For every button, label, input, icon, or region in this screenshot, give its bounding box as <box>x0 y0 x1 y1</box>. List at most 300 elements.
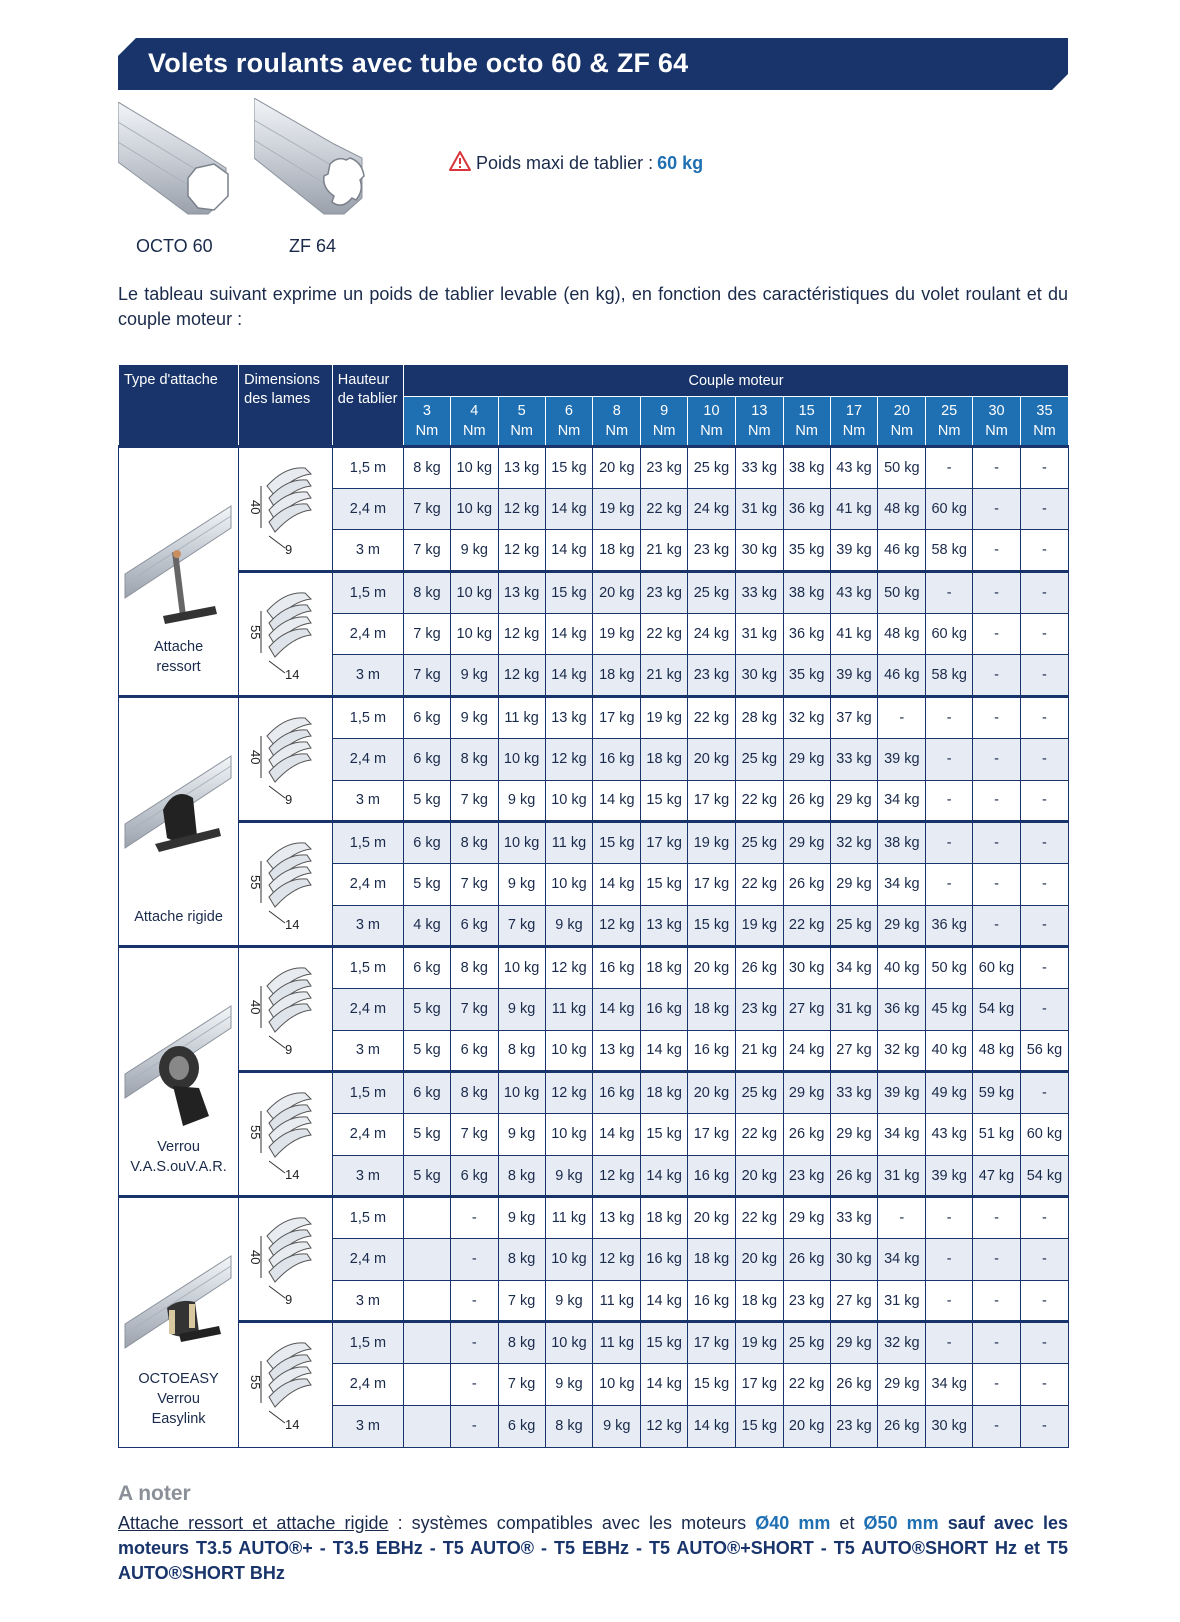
slat-icon <box>245 581 323 685</box>
weight-cell: 18 kg <box>688 988 736 1030</box>
torque-unit: Nm <box>700 423 723 439</box>
weight-cell: 31 kg <box>878 1155 926 1197</box>
height-cell: 2,4 m <box>332 988 403 1030</box>
torque-header <box>735 397 783 447</box>
weight-cell: 8 kg <box>404 572 451 614</box>
svg-text:55: 55 <box>248 625 264 640</box>
weight-cell: 17 kg <box>735 1364 783 1406</box>
torque-unit: Nm <box>463 423 486 439</box>
torque-value: 13 <box>751 403 768 419</box>
weight-cell: - <box>1020 905 1068 947</box>
torque-unit: Nm <box>557 423 581 439</box>
torque-value: 17 <box>845 403 863 419</box>
weight-cell: 16 kg <box>593 947 641 989</box>
weight-cell: - <box>973 697 1021 739</box>
torque-value: 3 <box>422 403 431 419</box>
weight-cell: 23 kg <box>641 447 688 489</box>
weight-cell <box>404 1364 451 1406</box>
weight-cell: 7 kg <box>498 905 545 947</box>
weight-cell: 10 kg <box>593 1364 641 1406</box>
torque-header <box>593 397 641 447</box>
torque-unit: Nm <box>1033 423 1056 439</box>
weight-cell: 8 kg <box>498 1322 545 1364</box>
weight-cell: - <box>1020 572 1068 614</box>
weight-cell: 14 kg <box>545 488 593 530</box>
weight-cell: 60 kg <box>1020 1114 1068 1156</box>
type-cell <box>119 697 239 947</box>
weight-cell: - <box>973 863 1021 905</box>
weight-cell: 30 kg <box>735 530 783 572</box>
weight-cell: 19 kg <box>641 697 688 739</box>
weight-cell: 24 kg <box>688 613 736 655</box>
weight-cell: 8 kg <box>450 822 498 864</box>
height-cell: 2,4 m <box>332 613 403 655</box>
type-label: OCTOEASY <box>138 1370 219 1387</box>
weight-cell: 10 kg <box>450 572 498 614</box>
weight-cell <box>404 1280 451 1322</box>
weight-cell: 13 kg <box>498 447 545 489</box>
weight-cell: - <box>1020 947 1068 989</box>
weight-cell: 23 kg <box>783 1280 830 1322</box>
weight-cell: 9 kg <box>450 530 498 572</box>
weight-cell: 9 kg <box>545 1155 593 1197</box>
weight-cell <box>404 1239 451 1281</box>
weight-cell: 23 kg <box>830 1405 878 1447</box>
weight-cell: 18 kg <box>593 655 641 697</box>
weight-cell: 19 kg <box>593 613 641 655</box>
weight-cell: 9 kg <box>498 1114 545 1156</box>
slat-dimension-cell <box>239 822 333 947</box>
weight-cell: 33 kg <box>830 1197 878 1239</box>
weight-cell: 8 kg <box>450 1072 498 1114</box>
weight-cell: 20 kg <box>783 1405 830 1447</box>
torque-unit: Nm <box>985 423 1008 439</box>
weight-cell: 14 kg <box>688 1405 736 1447</box>
weight-cell: 11 kg <box>545 822 593 864</box>
height-cell: 2,4 m <box>332 738 403 780</box>
weight-cell: 6 kg <box>404 822 451 864</box>
weight-cell: 25 kg <box>688 572 736 614</box>
weight-cell: 43 kg <box>926 1114 973 1156</box>
weight-cell: 37 kg <box>830 697 878 739</box>
weight-cell: 7 kg <box>404 530 451 572</box>
svg-text:14: 14 <box>285 1167 300 1182</box>
weight-cell: 40 kg <box>878 947 926 989</box>
weight-cell: 8 kg <box>498 1239 545 1281</box>
height-cell: 1,5 m <box>332 1072 403 1114</box>
weight-cell: - <box>926 863 973 905</box>
weight-cell: 13 kg <box>545 697 593 739</box>
torque-unit: Nm <box>652 423 676 439</box>
weight-cell: - <box>1020 1239 1068 1281</box>
weight-cell: 22 kg <box>735 780 783 822</box>
weight-cell: 28 kg <box>735 697 783 739</box>
weight-cell: - <box>973 1239 1021 1281</box>
torque-unit: Nm <box>890 423 914 439</box>
weight-cell: - <box>450 1280 498 1322</box>
svg-text:40: 40 <box>248 750 264 765</box>
weight-cell: 31 kg <box>735 488 783 530</box>
weight-cell: - <box>450 1239 498 1281</box>
weight-cell: 25 kg <box>735 738 783 780</box>
height-cell: 3 m <box>332 905 403 947</box>
weight-cell: 5 kg <box>404 1114 451 1156</box>
weight-cell: 19 kg <box>735 905 783 947</box>
svg-text:40: 40 <box>248 1250 264 1265</box>
attachment-icon <box>123 1216 233 1387</box>
weight-cell: 17 kg <box>688 780 736 822</box>
weight-cell: - <box>1020 780 1068 822</box>
height-cell: 3 m <box>332 1405 403 1447</box>
height-cell: 1,5 m <box>332 447 403 489</box>
weight-cell: 20 kg <box>688 947 736 989</box>
weight-cell: 48 kg <box>973 1030 1021 1072</box>
torque-header <box>450 397 498 447</box>
weight-cell: 10 kg <box>545 863 593 905</box>
height-cell: 1,5 m <box>332 947 403 989</box>
table-row <box>119 1322 1069 1364</box>
weight-cell: 22 kg <box>735 863 783 905</box>
weight-cell: - <box>1020 1405 1068 1447</box>
svg-text:9: 9 <box>285 792 293 807</box>
weight-cell: 30 kg <box>926 1405 973 1447</box>
weight-cell: 14 kg <box>593 1114 641 1156</box>
svg-text:55: 55 <box>248 875 264 890</box>
note-body <box>118 1511 1068 1586</box>
weight-cell: 13 kg <box>593 1030 641 1072</box>
svg-text:40: 40 <box>248 1000 264 1015</box>
weight-cell: 7 kg <box>404 488 451 530</box>
weight-cell: 29 kg <box>783 1072 830 1114</box>
header-dimensions: Dimensions des lames <box>239 365 333 447</box>
weight-cell: 18 kg <box>735 1280 783 1322</box>
weight-cell: 50 kg <box>926 947 973 989</box>
height-cell: 2,4 m <box>332 1239 403 1281</box>
weight-cell: 5 kg <box>404 988 451 1030</box>
type-label: Easylink <box>151 1410 206 1427</box>
weight-cell: 36 kg <box>926 905 973 947</box>
weight-cell: 34 kg <box>878 1239 926 1281</box>
weight-cell: 6 kg <box>450 1030 498 1072</box>
weight-cell: 45 kg <box>926 988 973 1030</box>
type-cell <box>119 947 239 1197</box>
weight-cell: 5 kg <box>404 1030 451 1072</box>
weight-cell: 33 kg <box>830 1072 878 1114</box>
svg-text:40: 40 <box>248 500 264 515</box>
slat-icon <box>245 1206 323 1310</box>
weight-cell: 12 kg <box>593 1239 641 1281</box>
weight-cell: 36 kg <box>878 988 926 1030</box>
attachment-icon <box>123 466 233 637</box>
weight-cell: 34 kg <box>878 780 926 822</box>
weight-cell: 10 kg <box>450 488 498 530</box>
weight-cell: 14 kg <box>641 1280 688 1322</box>
weight-cell: 60 kg <box>973 947 1021 989</box>
note-link[interactable]: Attache ressort et attache rigide <box>118 1513 389 1533</box>
torque-header <box>641 397 688 447</box>
table-row <box>119 822 1069 864</box>
weight-cell: 23 kg <box>735 988 783 1030</box>
weight-cell: 39 kg <box>878 738 926 780</box>
weight-cell: 13 kg <box>593 1197 641 1239</box>
weight-cell: 18 kg <box>641 1197 688 1239</box>
weight-cell: 12 kg <box>545 738 593 780</box>
weight-cell: 14 kg <box>545 655 593 697</box>
torque-unit: Nm <box>605 423 629 439</box>
weight-cell: 11 kg <box>593 1280 641 1322</box>
weight-cell: 29 kg <box>878 1364 926 1406</box>
height-cell: 3 m <box>332 655 403 697</box>
weight-cell: 12 kg <box>498 530 545 572</box>
weight-cell: 24 kg <box>783 1030 830 1072</box>
weight-cell: 19 kg <box>688 822 736 864</box>
height-cell: 3 m <box>332 530 403 572</box>
torque-header <box>545 397 593 447</box>
weight-table <box>118 364 1069 1448</box>
weight-cell: 26 kg <box>783 863 830 905</box>
torque-value: 8 <box>612 403 621 419</box>
weight-cell: 6 kg <box>498 1405 545 1447</box>
weight-cell: - <box>1020 1322 1068 1364</box>
slat-dimension-cell <box>239 1072 333 1197</box>
weight-cell: - <box>1020 655 1068 697</box>
height-cell: 1,5 m <box>332 1197 403 1239</box>
weight-cell: - <box>973 1280 1021 1322</box>
torque-header <box>926 397 973 447</box>
weight-cell: 14 kg <box>641 1364 688 1406</box>
torque-header <box>830 397 878 447</box>
weight-cell: 34 kg <box>830 947 878 989</box>
weight-cell: 18 kg <box>641 738 688 780</box>
weight-cell: 14 kg <box>641 1155 688 1197</box>
svg-text:55: 55 <box>248 1375 264 1390</box>
weight-cell: 24 kg <box>688 488 736 530</box>
weight-cell <box>404 1197 451 1239</box>
weight-cell: 31 kg <box>878 1280 926 1322</box>
weight-cell: 22 kg <box>735 1197 783 1239</box>
weight-cell: 40 kg <box>926 1030 973 1072</box>
weight-cell: 12 kg <box>545 947 593 989</box>
weight-cell: 27 kg <box>783 988 830 1030</box>
weight-cell: 15 kg <box>593 822 641 864</box>
table-row <box>119 947 1069 989</box>
weight-cell: 38 kg <box>878 822 926 864</box>
svg-text:9: 9 <box>285 1042 293 1057</box>
weight-cell: 14 kg <box>641 1030 688 1072</box>
weight-cell: 41 kg <box>830 488 878 530</box>
note-text: : systèmes compatibles avec les moteurs <box>388 1513 756 1533</box>
weight-cell: 32 kg <box>878 1322 926 1364</box>
weight-cell: 38 kg <box>783 572 830 614</box>
weight-cell: 9 kg <box>450 655 498 697</box>
weight-cell: 6 kg <box>450 905 498 947</box>
weight-cell: 29 kg <box>783 738 830 780</box>
weight-cell: 6 kg <box>404 1072 451 1114</box>
weight-cell: 12 kg <box>498 613 545 655</box>
weight-cell: 29 kg <box>830 1322 878 1364</box>
height-cell: 3 m <box>332 1030 403 1072</box>
svg-text:14: 14 <box>285 1417 300 1432</box>
weight-cell: 39 kg <box>830 655 878 697</box>
weight-cell: 50 kg <box>878 572 926 614</box>
weight-cell: 10 kg <box>498 738 545 780</box>
weight-cell: 15 kg <box>545 572 593 614</box>
slat-dimension-cell <box>239 572 333 697</box>
weight-cell: 12 kg <box>593 905 641 947</box>
weight-cell: 36 kg <box>783 613 830 655</box>
weight-cell: 25 kg <box>735 822 783 864</box>
weight-cell: 19 kg <box>735 1322 783 1364</box>
height-cell: 1,5 m <box>332 1322 403 1364</box>
weight-cell: 17 kg <box>688 863 736 905</box>
torque-header <box>498 397 545 447</box>
svg-text:14: 14 <box>285 667 300 682</box>
weight-cell: 34 kg <box>878 1114 926 1156</box>
weight-cell: 56 kg <box>1020 1030 1068 1072</box>
weight-cell: 6 kg <box>404 738 451 780</box>
slat-icon <box>245 456 323 560</box>
weight-cell: 20 kg <box>688 738 736 780</box>
weight-cell: - <box>973 488 1021 530</box>
weight-cell: 21 kg <box>641 655 688 697</box>
weight-cell: - <box>1020 738 1068 780</box>
weight-cell: 25 kg <box>783 1322 830 1364</box>
height-cell: 3 m <box>332 1280 403 1322</box>
weight-cell: 9 kg <box>545 1364 593 1406</box>
weight-cell: 16 kg <box>688 1155 736 1197</box>
weight-cell: 23 kg <box>783 1155 830 1197</box>
weight-cell: 18 kg <box>641 947 688 989</box>
weight-cell: 26 kg <box>735 947 783 989</box>
zf-tube-icon <box>254 98 366 225</box>
weight-cell: 10 kg <box>545 1114 593 1156</box>
weight-cell: 32 kg <box>783 697 830 739</box>
weight-cell: 15 kg <box>688 905 736 947</box>
weight-cell: 32 kg <box>878 1030 926 1072</box>
height-cell: 1,5 m <box>332 697 403 739</box>
weight-cell: 58 kg <box>926 655 973 697</box>
weight-cell: 18 kg <box>641 1072 688 1114</box>
weight-cell: 13 kg <box>498 572 545 614</box>
weight-cell: 22 kg <box>688 697 736 739</box>
torque-unit: Nm <box>937 423 961 439</box>
weight-cell: 6 kg <box>404 947 451 989</box>
weight-cell: 10 kg <box>545 1030 593 1072</box>
weight-cell: 21 kg <box>735 1030 783 1072</box>
weight-cell: 23 kg <box>688 530 736 572</box>
svg-text:55: 55 <box>248 1125 264 1140</box>
torque-value: 10 <box>703 403 720 419</box>
max-weight-warning <box>448 150 703 177</box>
weight-cell: - <box>1020 822 1068 864</box>
weight-cell: - <box>1020 613 1068 655</box>
weight-cell: 15 kg <box>641 780 688 822</box>
weight-cell: 9 kg <box>498 1197 545 1239</box>
page-title: Volets roulants avec tube octo 60 & ZF 64 <box>148 48 689 78</box>
weight-cell: 10 kg <box>545 1239 593 1281</box>
note-d50: Ø50 mm <box>863 1513 939 1533</box>
type-cell <box>119 447 239 697</box>
weight-cell: 25 kg <box>830 905 878 947</box>
torque-value: 4 <box>470 403 479 419</box>
weight-cell: - <box>1020 1364 1068 1406</box>
weight-cell: 29 kg <box>830 1114 878 1156</box>
weight-cell: 26 kg <box>830 1364 878 1406</box>
attachment-icon <box>123 966 233 1137</box>
weight-cell: 8 kg <box>450 738 498 780</box>
slat-dimension-cell <box>239 1197 333 1322</box>
weight-cell: 39 kg <box>830 530 878 572</box>
weight-cell: - <box>926 822 973 864</box>
torque-value: 20 <box>893 403 910 419</box>
type-label: Attache <box>153 639 204 656</box>
weight-cell: 7 kg <box>404 655 451 697</box>
weight-cell: 4 kg <box>404 905 451 947</box>
weight-cell: 29 kg <box>783 1197 830 1239</box>
weight-cell: 17 kg <box>641 822 688 864</box>
weight-cell: 26 kg <box>830 1155 878 1197</box>
weight-cell: 16 kg <box>641 988 688 1030</box>
weight-cell: 15 kg <box>688 1364 736 1406</box>
weight-cell: 31 kg <box>830 988 878 1030</box>
weight-cell: 15 kg <box>641 1322 688 1364</box>
weight-cell: 60 kg <box>926 613 973 655</box>
weight-cell: 18 kg <box>688 1239 736 1281</box>
weight-cell: 54 kg <box>1020 1155 1068 1197</box>
weight-cell: 14 kg <box>593 780 641 822</box>
weight-cell: 11 kg <box>545 1197 593 1239</box>
weight-cell: - <box>926 1197 973 1239</box>
weight-cell: 29 kg <box>783 822 830 864</box>
weight-cell: - <box>973 738 1021 780</box>
table-row <box>119 1197 1069 1239</box>
weight-cell: 8 kg <box>498 1155 545 1197</box>
header-height: Hauteur de tablier <box>332 365 403 447</box>
weight-cell: - <box>878 697 926 739</box>
weight-cell: 35 kg <box>783 530 830 572</box>
weight-cell: 10 kg <box>545 780 593 822</box>
weight-cell: 5 kg <box>404 863 451 905</box>
weight-cell: 50 kg <box>878 447 926 489</box>
weight-cell: 7 kg <box>450 780 498 822</box>
weight-cell: 16 kg <box>688 1280 736 1322</box>
header-type: Type d'attache <box>119 365 239 447</box>
weight-cell: - <box>1020 1072 1068 1114</box>
weight-cell: 54 kg <box>973 988 1021 1030</box>
weight-cell: 17 kg <box>593 697 641 739</box>
slat-dimension-cell <box>239 1322 333 1447</box>
weight-cell: - <box>973 655 1021 697</box>
torque-value: 35 <box>1036 403 1053 419</box>
torque-header <box>878 397 926 447</box>
weight-cell: 46 kg <box>878 530 926 572</box>
slat-dimension-cell <box>239 697 333 822</box>
weight-cell: 9 kg <box>593 1405 641 1447</box>
note-d40: Ø40 mm <box>755 1513 831 1533</box>
weight-cell: - <box>1020 988 1068 1030</box>
octo-tube-label: OCTO 60 <box>136 236 213 256</box>
weight-cell: 11 kg <box>545 988 593 1030</box>
weight-cell: 14 kg <box>545 613 593 655</box>
weight-cell: 34 kg <box>878 863 926 905</box>
weight-cell: 32 kg <box>830 822 878 864</box>
torque-unit: Nm <box>510 423 533 439</box>
weight-cell: - <box>1020 863 1068 905</box>
weight-cell: 22 kg <box>641 613 688 655</box>
weight-cell: 10 kg <box>498 947 545 989</box>
torque-unit: Nm <box>415 423 439 439</box>
weight-cell: 15 kg <box>735 1405 783 1447</box>
